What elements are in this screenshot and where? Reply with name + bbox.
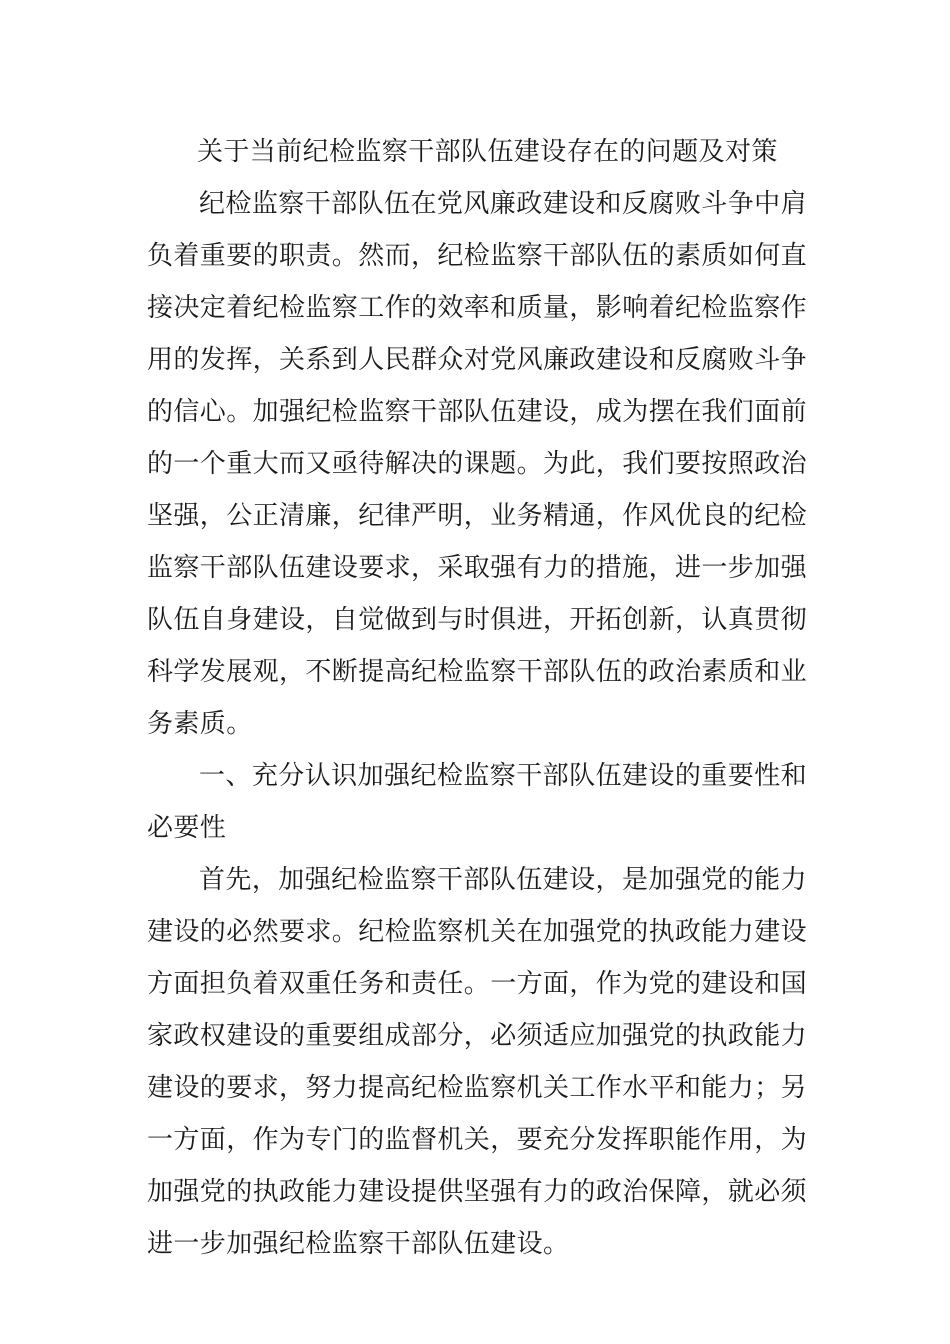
section-heading-1: 一、充分认识加强纪检监察干部队伍建设的重要性和必要性 <box>147 761 807 843</box>
document-title: 关于当前纪检监察干部队伍建设存在的问题及对策 <box>197 137 778 167</box>
body-paragraph-first: 首先，加强纪检监察干部队伍建设，是加强党的能力建设的必然要求。纪检监察机关在加强党的执政能力建设方面担负着双重任务和责任。一方面，作为党的建设和国家政权建设的重要组成部分，必须适应加强党的执政能力建设的要求，努力提高纪检监察机关工作水平和能力；另一方面，作为专门的监督机关，要充分发挥职能作用，为加强党的执政能力建设提供坚强有力的政治保障，就必须进一步加强纪检监察干部队伍建设。 <box>147 865 808 1259</box>
document-body <box>147 126 807 1270</box>
intro-paragraph: 纪检监察干部队伍在党风廉政建设和反腐败斗争中肩负着重要的职责。然而，纪检监察干部队伍的素质如何直接决定着纪检监察工作的效率和质量，影响着纪检监察作用的发挥，关系到人民群众对党风廉政建设和反腐败斗争的信心。加强纪检监察干部队伍建设，成为摆在我们面前的一个重大而又亟待解决的课题。为此，我们要按照政治坚强，公正清廉，纪律严明，业务精通，作风优良的纪检监察干部队伍建设要求，采取强有力的措施，进一步加强队伍自身建设，自觉做到与时俱进，开拓创新，认真贯彻科学发展观，不断提高纪检监察干部队伍的政治素质和业务素质。 <box>147 189 808 739</box>
